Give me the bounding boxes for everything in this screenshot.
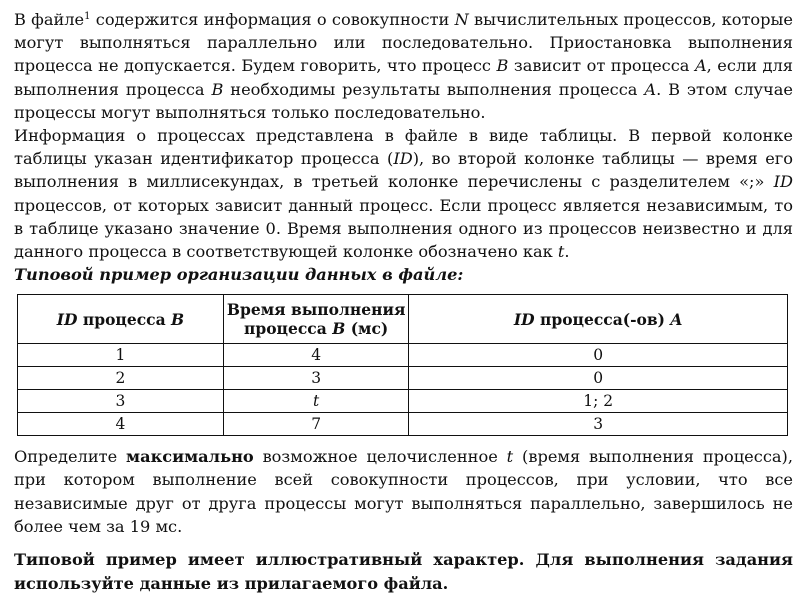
cell-time: 3 — [223, 367, 408, 390]
cell-id: 1 — [18, 344, 224, 367]
header-process-id: ID процесса B — [18, 295, 224, 344]
footnote-marker: 1 — [84, 11, 91, 22]
cell-deps: 0 — [409, 367, 788, 390]
cell-id: 4 — [18, 413, 224, 436]
table-header-row — [18, 295, 788, 344]
note-paragraph: Типовой пример имеет иллюстративный характер. Для выполнения задания используйте данные из прилагаемого файла. — [14, 550, 793, 593]
emphasis-max: максимально — [126, 447, 254, 467]
table-row — [18, 344, 788, 367]
cell-deps: 1; 2 — [409, 390, 788, 413]
intro-paragraph-2: Информация о процессах представлена в файле в виде таблицы. В первой колонке таблицы указан идентификатор процесса (ID), во второй колонке таблицы — время его выполнения в миллисекундах, в третьей колонке перечислены с разделителем «;» ID процессов, от которых зависит данный процесс. Если процесс является независимым, то в таблице указано значение 0. Время выполнения одного из процессов неизвестно и для данного процесса в соответствующей колонке обозначено как t. — [14, 126, 793, 262]
table-row — [18, 367, 788, 390]
cell-deps: 3 — [409, 413, 788, 436]
cell-deps: 0 — [409, 344, 788, 367]
table-caption: Типовой пример организации данных в файле: — [14, 265, 464, 285]
cell-time: t — [223, 390, 408, 413]
intro-paragraph-1: В файле$^1$ содержится информация о совокупности N вычислительных процессов, которые могут выполняться параллельно или последовательно. Приостановка выполнения процесса не допускается. Будем говорить, что процесс B зависит от процесса A, если для выполнения процесса B необходимы результаты выполнения процесса A. В этом случае процессы могут выполняться только последовательно. — [14, 10, 793, 122]
process-table — [17, 294, 788, 436]
var-n: N — [454, 10, 469, 29]
header-exec-time: Время выполнения процесса B (мс) — [223, 295, 408, 344]
table-row — [18, 413, 788, 436]
cell-id: 2 — [18, 367, 224, 390]
header-dependency-ids: ID процесса(-ов) A — [409, 295, 788, 344]
question-paragraph: Определите максимально возможное целочисленное t (время выполнения процесса), при котором выполнение всей совокупности процессов, при условии, что все независимые друг от друга процессы могут выполняться параллельно, завершилось не более чем за 19 мс. — [14, 447, 794, 536]
table-row — [18, 390, 788, 413]
cell-id: 3 — [18, 390, 224, 413]
cell-time: 7 — [223, 413, 408, 436]
cell-time: 4 — [223, 344, 408, 367]
